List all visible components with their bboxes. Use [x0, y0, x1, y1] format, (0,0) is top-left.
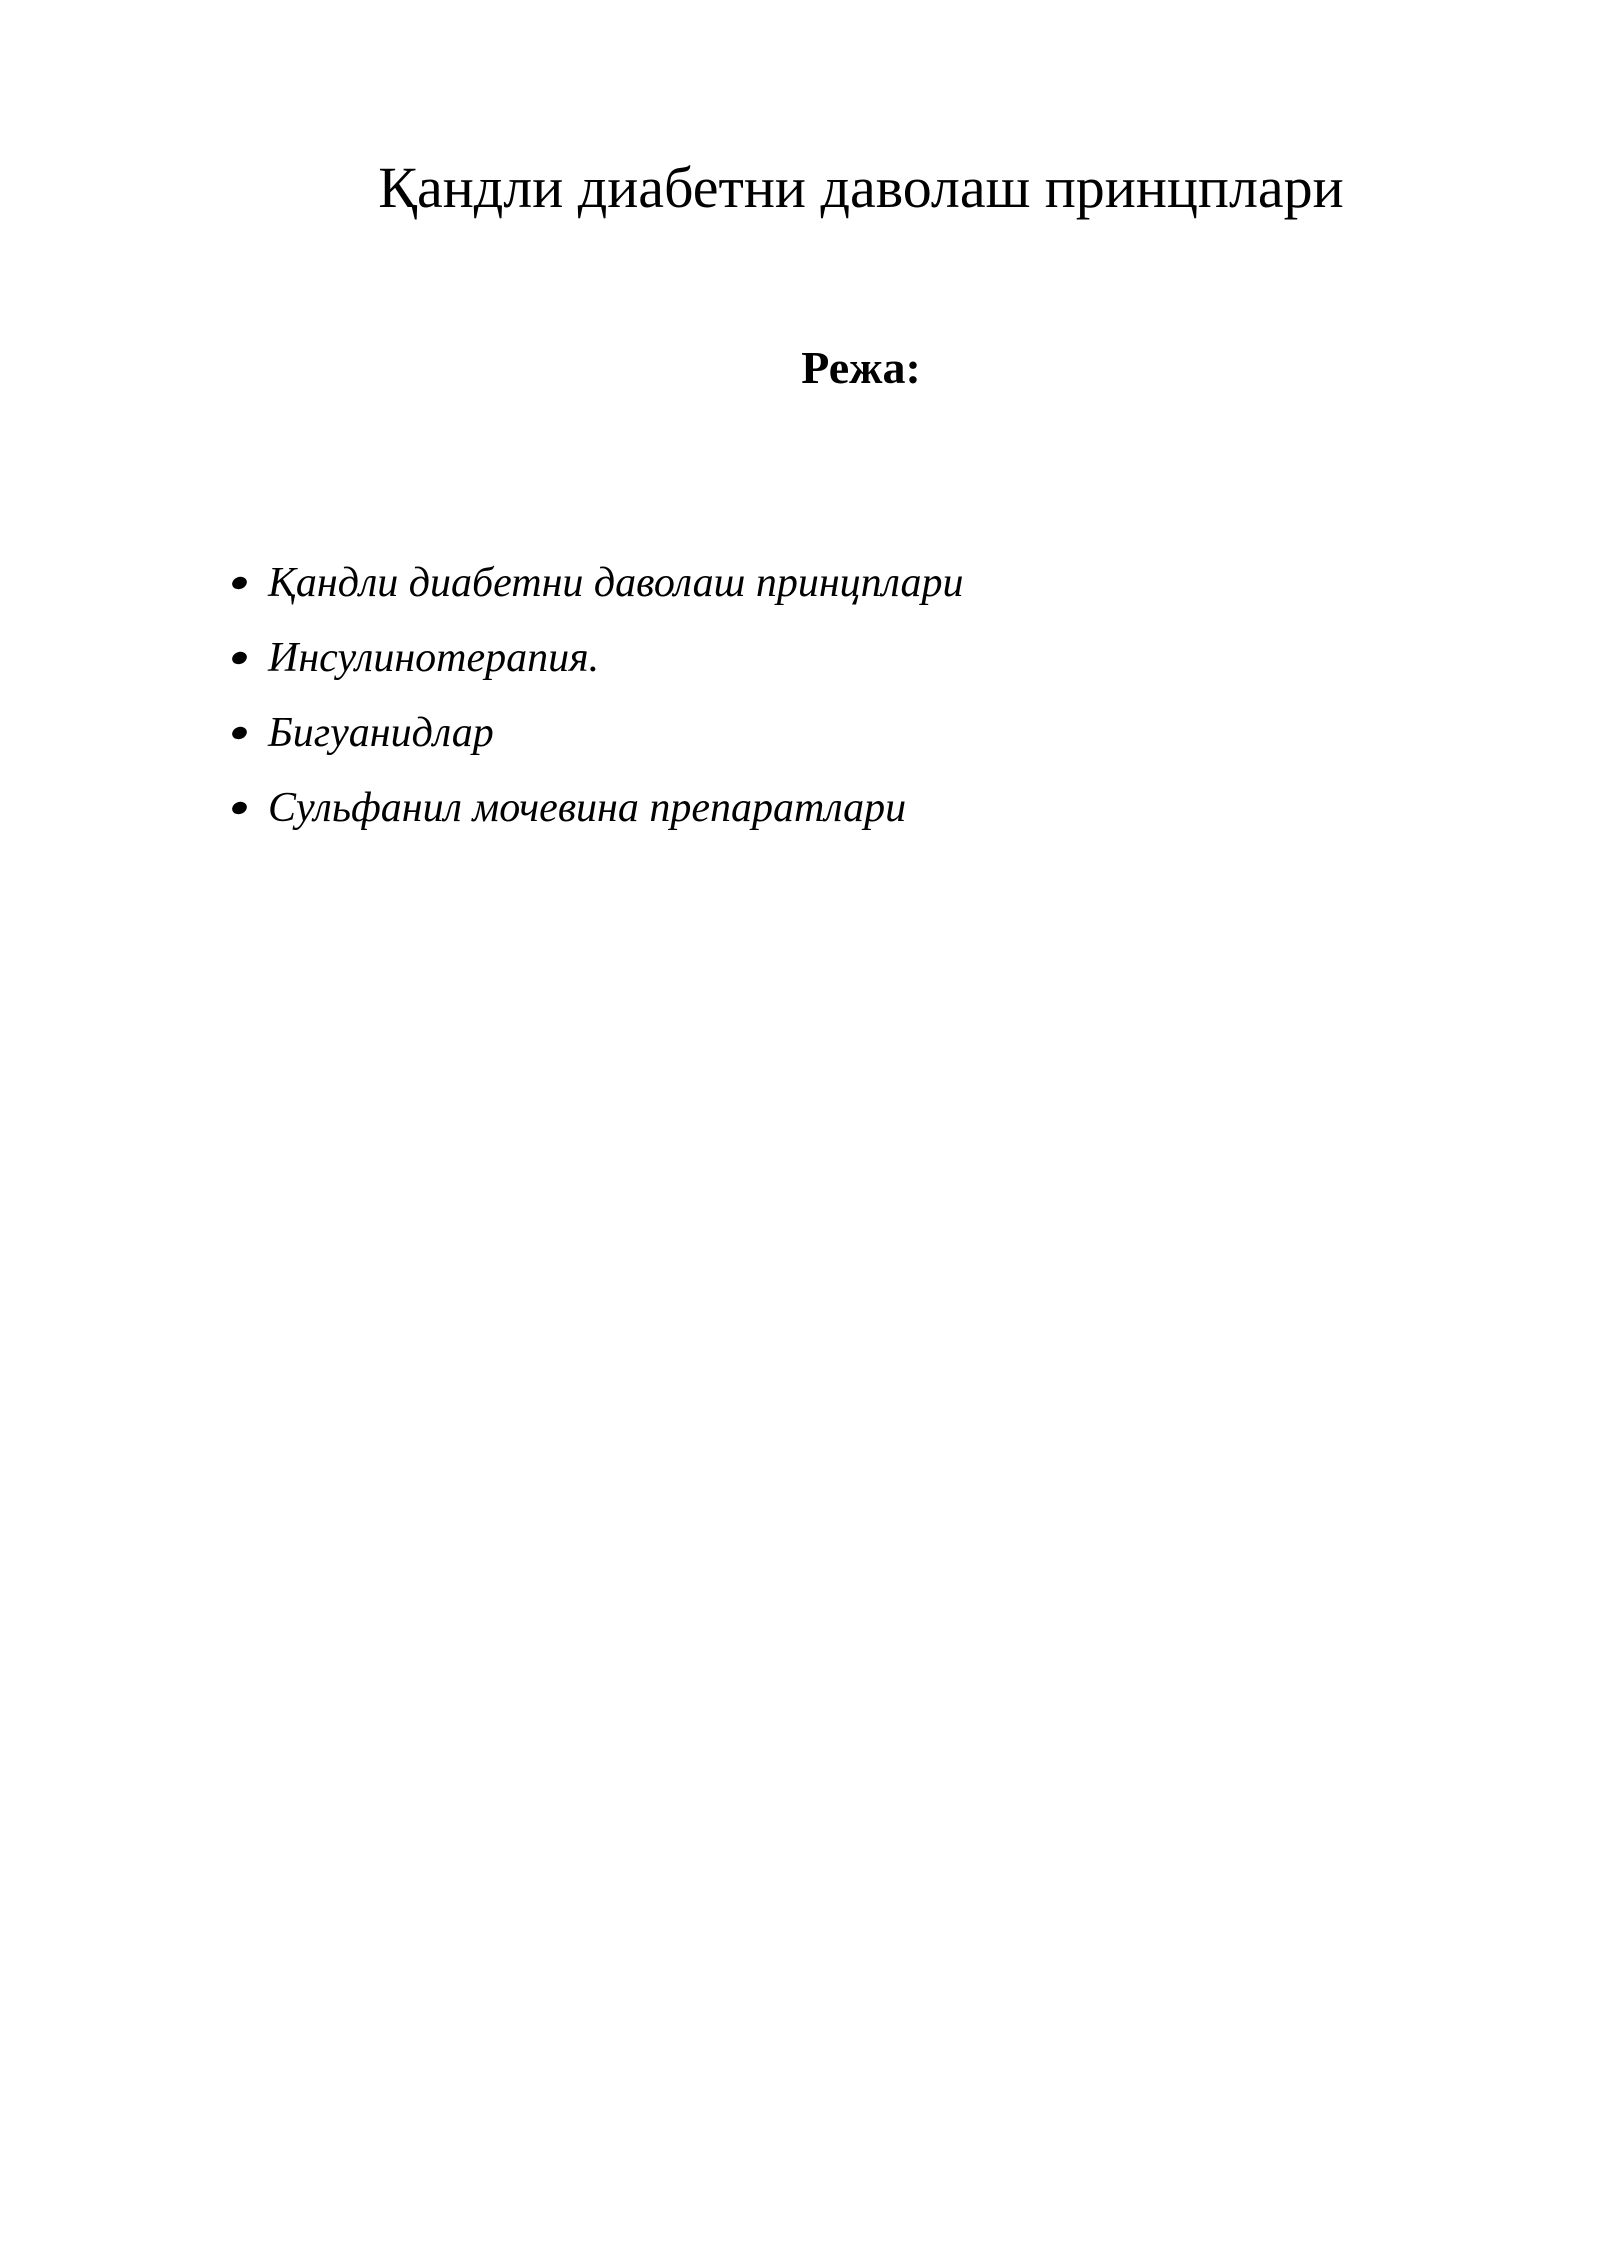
bullet-icon [230, 574, 248, 590]
list-item-text: Қандли диабетни даволаш принцплари [268, 559, 964, 606]
list-item [226, 695, 963, 770]
plan-list [226, 545, 963, 845]
list-item [226, 620, 963, 695]
bullet-icon [230, 799, 248, 815]
bullet-icon [230, 649, 248, 665]
list-item [226, 545, 963, 620]
list-item-text: Инсулинотерапия. [268, 634, 600, 681]
list-item [226, 770, 963, 845]
list-item-text: Сульфанил мочевина препаратлари [268, 784, 907, 831]
document-title: Қандли диабетни даволаш принцплари [378, 155, 1344, 220]
list-item-text: Бигуанидлар [268, 709, 494, 756]
plan-heading: Режа: [801, 342, 921, 393]
bullet-icon [230, 724, 248, 740]
